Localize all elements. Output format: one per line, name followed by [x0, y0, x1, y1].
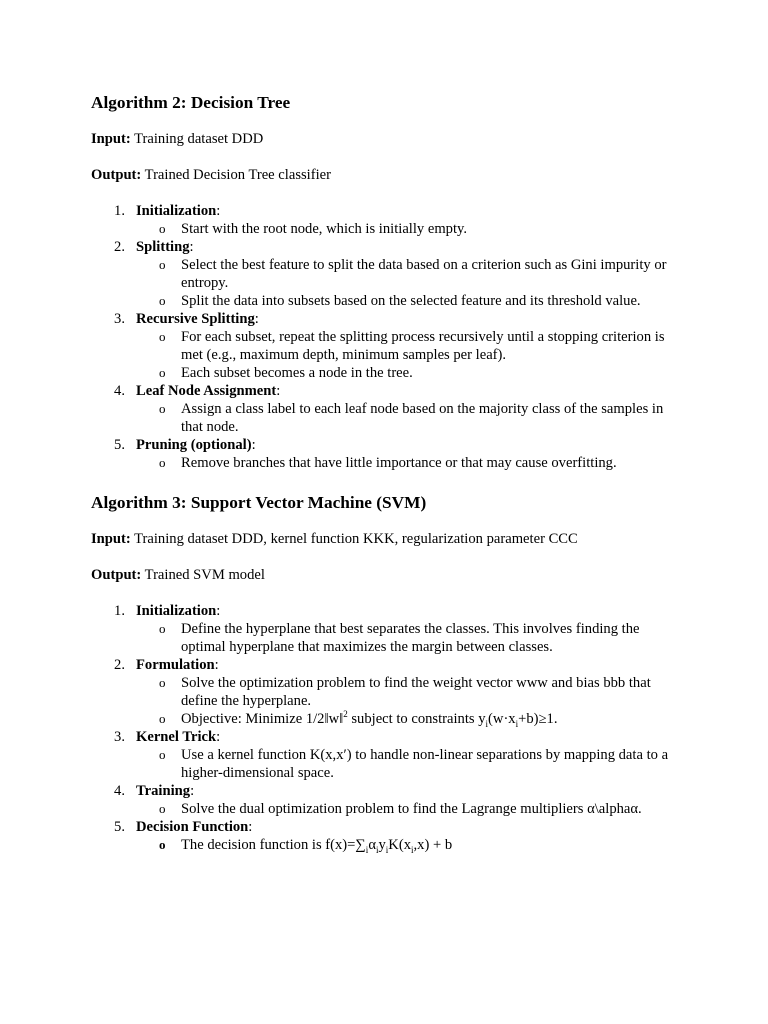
- step-title: Leaf Node Assignment: [136, 383, 277, 399]
- step-number: 1.: [114, 603, 125, 619]
- list-item: [91, 728, 691, 782]
- colon: :: [216, 729, 221, 745]
- bullet-icon: o: [159, 801, 166, 816]
- step-number: 4.: [114, 783, 125, 799]
- bullet-icon: o: [159, 365, 166, 380]
- sub-item-text: Solve the optimization problem to find the weight vector www and bias bbb that define the hyperplane.: [181, 675, 651, 709]
- sub-item-text: Use a kernel function K(x,x′) to handle non-linear separations by mapping data to a higher-dimensional space.: [181, 747, 669, 781]
- bullet-icon: o: [159, 711, 166, 726]
- sub-item: [136, 674, 681, 710]
- step-number: 3.: [114, 729, 125, 745]
- bullet-icon: o: [159, 221, 166, 236]
- bullet-icon: o: [159, 837, 166, 852]
- sub-item-text: Remove branches that have little importance or that may cause overfitting.: [181, 455, 617, 471]
- formula-part: α: [368, 837, 376, 853]
- bullet-icon: o: [159, 293, 166, 308]
- sub-item: [136, 746, 681, 782]
- formula-subscript: i: [411, 844, 414, 855]
- formula-part: ,x) + b: [413, 837, 453, 853]
- formula-part: (w·x: [488, 711, 516, 727]
- step-title: Pruning (optional): [136, 437, 252, 453]
- sub-list: [136, 256, 691, 310]
- document-content: [91, 92, 691, 854]
- algorithm-svm: [91, 492, 691, 854]
- sub-item-text: For each subset, repeat the splitting process recursively until a stopping criterion is met (e.g., maximum depth, minimum samples per leaf).: [181, 329, 665, 363]
- sub-item-text: Solve the dual optimization problem to find the Lagrange multipliers α\alphaα.: [181, 801, 642, 817]
- colon: :: [276, 383, 281, 399]
- formula-superscript: 2: [343, 709, 348, 720]
- sub-item: [136, 400, 681, 436]
- bullet-icon: o: [159, 747, 166, 762]
- list-item: [91, 436, 691, 472]
- input-line: [91, 130, 691, 148]
- sub-item: [136, 454, 681, 472]
- sub-item: [136, 710, 681, 728]
- list-item: [91, 382, 691, 436]
- formula-part: +b)≥1.: [518, 711, 558, 727]
- formula-part: The decision function is f(x)=∑: [181, 837, 366, 853]
- steps-list: [91, 602, 691, 854]
- colon: :: [190, 783, 195, 799]
- step-number: 1.: [114, 203, 125, 219]
- step-title: Initialization: [136, 203, 217, 219]
- step-number: 2.: [114, 239, 125, 255]
- input-text: Training dataset DDD, kernel function KKK, regularization parameter CCC: [130, 531, 578, 547]
- list-item: [91, 602, 691, 656]
- sub-list: [136, 746, 691, 782]
- colon: :: [216, 603, 221, 619]
- decision-function-formula: [181, 837, 452, 853]
- output-line: [91, 166, 691, 184]
- step-title: Formulation: [136, 657, 215, 673]
- sub-item: [136, 292, 681, 310]
- list-item: [91, 202, 691, 238]
- bullet-icon: o: [159, 675, 166, 690]
- output-text: Trained SVM model: [141, 567, 265, 583]
- colon: :: [251, 437, 256, 453]
- bullet-icon: o: [159, 621, 166, 636]
- list-item: [91, 310, 691, 382]
- sub-list: [136, 620, 691, 656]
- formula-part: y: [378, 837, 386, 853]
- sub-item-text: Select the best feature to split the data based on a criterion such as Gini impurity or entropy.: [181, 257, 667, 291]
- list-item: [91, 818, 691, 854]
- sub-list: [136, 454, 691, 472]
- steps-list: [91, 202, 691, 472]
- sub-list: [136, 400, 691, 436]
- sub-list: [136, 800, 691, 818]
- sub-item: [136, 364, 681, 382]
- colon: :: [254, 311, 259, 327]
- sub-item: [136, 256, 681, 292]
- sub-item-text: Assign a class label to each leaf node based on the majority class of the samples in that node.: [181, 401, 664, 435]
- sub-list: [136, 220, 691, 238]
- objective-formula: [181, 711, 557, 727]
- list-item: [91, 782, 691, 818]
- formula-subscript: i: [375, 844, 379, 855]
- step-number: 2.: [114, 657, 125, 673]
- sub-item-text: Each subset becomes a node in the tree.: [181, 365, 413, 381]
- step-number: 4.: [114, 383, 125, 399]
- input-label: Input:: [91, 131, 131, 147]
- bullet-icon: o: [159, 401, 166, 416]
- sub-item: [136, 836, 681, 854]
- algorithm-title: Algorithm 3: Support Vector Machine (SVM): [91, 493, 427, 512]
- step-title: Decision Function: [136, 819, 249, 835]
- sub-item-text: Start with the root node, which is initially empty.: [181, 221, 468, 237]
- sub-item-text: Define the hyperplane that best separates the classes. This involves finding the optimal hyperplane that maximizes the margin between classes.: [181, 621, 640, 655]
- input-text: Training dataset DDD: [130, 131, 264, 147]
- step-title: Initialization: [136, 603, 217, 619]
- formula-subscript: i: [365, 844, 369, 855]
- sub-list: [136, 674, 691, 728]
- colon: :: [248, 819, 253, 835]
- formula-subscript: i: [385, 844, 389, 855]
- step-title: Recursive Splitting: [136, 311, 255, 327]
- colon: :: [189, 239, 194, 255]
- sub-item: [136, 620, 681, 656]
- colon: :: [216, 203, 221, 219]
- formula-part: subject to constraints y: [347, 711, 486, 727]
- step-number: 5.: [114, 437, 125, 453]
- output-text: Trained Decision Tree classifier: [141, 167, 331, 183]
- input-label: Input:: [91, 531, 131, 547]
- sub-item-text: Split the data into subsets based on the selected feature and its threshold value.: [181, 293, 641, 309]
- output-label: Output:: [91, 167, 142, 183]
- step-title: Kernel Trick: [136, 729, 217, 745]
- sub-list: [136, 836, 691, 854]
- formula-part: K(x: [388, 837, 411, 853]
- step-number: 3.: [114, 311, 125, 327]
- list-item: [91, 238, 691, 310]
- algorithm-decision-tree: [91, 92, 691, 472]
- sub-item: [136, 800, 681, 818]
- step-number: 5.: [114, 819, 125, 835]
- formula-subscript: i: [515, 718, 519, 729]
- input-line: [91, 530, 691, 548]
- formula-part: Objective: Minimize 1/2‖w‖: [181, 711, 344, 727]
- output-line: [91, 566, 691, 584]
- list-item: [91, 656, 691, 728]
- output-label: Output:: [91, 567, 142, 583]
- algorithm-title: Algorithm 2: Decision Tree: [91, 93, 291, 112]
- step-title: Splitting: [136, 239, 190, 255]
- colon: :: [214, 657, 219, 673]
- sub-list: [136, 328, 691, 382]
- step-title: Training: [136, 783, 191, 799]
- formula-subscript: i: [485, 718, 489, 729]
- bullet-icon: o: [159, 257, 166, 272]
- bullet-icon: o: [159, 329, 166, 344]
- bullet-icon: o: [159, 455, 166, 470]
- sub-item: [136, 328, 681, 364]
- sub-item: [136, 220, 681, 238]
